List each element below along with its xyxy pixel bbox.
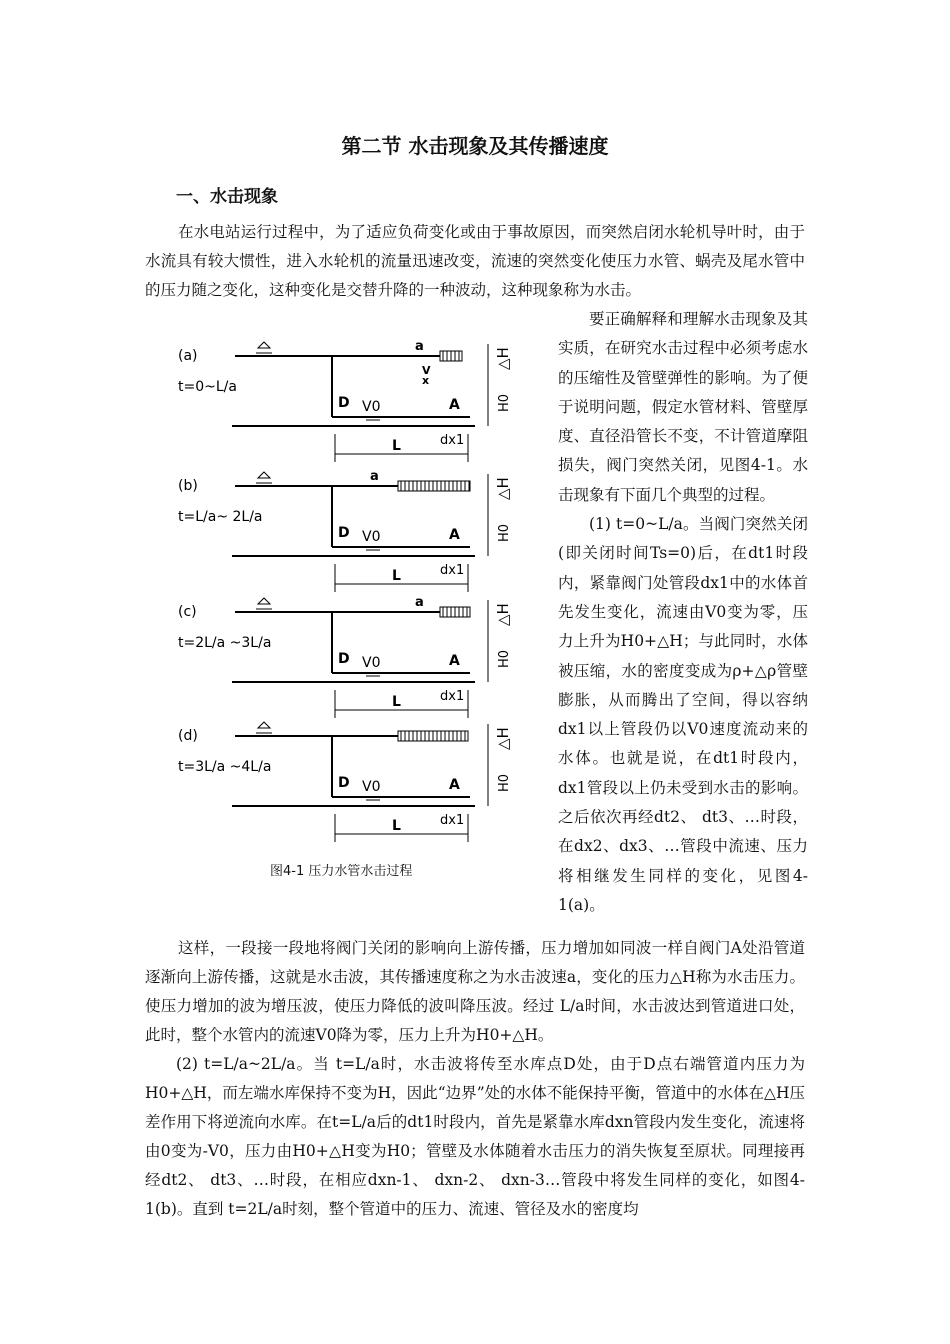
length-label: L — [392, 568, 401, 584]
point-a-label: A — [449, 527, 460, 543]
point-d-label: D — [338, 651, 350, 667]
dx1-label: dx1 — [440, 563, 465, 578]
water-level-icon — [258, 598, 270, 604]
figure-caption: 图4-1 压力水管水击过程 — [270, 864, 413, 879]
dh-label: △H — [494, 603, 512, 626]
dx1-label: dx1 — [440, 433, 465, 448]
paragraph-3: (2) t=L/a~2L/a。当 t=L/a时，水击波将传至水库点D处，由于D点右端管道内压力为 H0+△H，而左端水库保持不变为H，因此“边界”处的水体不能保持平衡，管道中的水体在△H压差作用下将逆流向水库。在t=L/a后的dt1时段内，首先是紧靠水库dxn管段内发生变化，流速将由0变为-V0，压力由H0+△H变为H0；管壁及水体随着水击压力的消失恢复至原状。同理接再经dt2、 dt3、…时段，在相应dxn-1、 dxn-2、 dxn-3…管段中将发生同样的变化，如图4-1(b)。直到 t=2L/a时刻，整个管道中的压力、流速、管径及水的密度均 — [145, 1055, 805, 1218]
point-a-label: A — [449, 653, 460, 669]
water-level-icon — [258, 342, 270, 348]
wave-speed-label: a — [415, 339, 424, 354]
paragraph-1: 在水电站运行过程中，为了适应负荷变化或由于事故原因，而突然启闭水轮机导叶时，由于水流具有较大惯性，进入水轮机的流量迅速改变，流速的突然变化使压力水管、蜗壳及尾水管中的压力随之变化，这种变化是交替升降的一种波动，这种现象称为水击。 — [145, 223, 805, 299]
point-d-label: D — [338, 525, 350, 541]
length-label: L — [392, 694, 401, 710]
v0-label: V0 — [362, 399, 381, 415]
panel-time: t=3L/a ~4L/a — [178, 759, 272, 775]
wave-speed-label: a — [370, 469, 379, 484]
figure-4-1 — [170, 330, 540, 890]
panel-time: t=2L/a ~3L/a — [178, 635, 272, 651]
h0-label: H0 — [497, 773, 512, 792]
dh-label: △H — [494, 727, 512, 750]
velocity-label: V — [422, 364, 431, 377]
side-column — [558, 305, 808, 920]
point-a-label: A — [449, 777, 460, 793]
dh-label: △H — [494, 347, 512, 370]
dx1-label: dx1 — [440, 689, 465, 704]
panel-label: (a) — [178, 348, 198, 364]
section-heading: 一、水击现象 — [176, 187, 278, 207]
panel-time: t=0~L/a — [178, 379, 237, 395]
panel-label: (c) — [178, 604, 197, 620]
point-a-label: A — [449, 397, 460, 413]
side-paragraph-1: 要正确解释和理解水击现象及其实质，在研究水击过程中必须考虑水的压缩性及管壁弹性的影响。为了便于说明问题，假定水管材料、管壁厚度、直径沿管长不变，不计管道摩阻损失，阀门突然关闭，见图4-1。水击现象有下面几个典型的过程。 — [558, 310, 808, 504]
point-d-label: D — [338, 775, 350, 791]
v0-label: V0 — [362, 655, 381, 671]
x-label: x — [422, 374, 430, 387]
water-level-icon — [258, 472, 270, 478]
v0-label: V0 — [362, 529, 381, 545]
length-label: L — [392, 438, 401, 454]
panel-label: (b) — [178, 478, 198, 494]
wave-speed-label: a — [415, 595, 424, 610]
water-level-icon — [258, 722, 270, 728]
dh-label: △H — [494, 477, 512, 500]
side-paragraph-2: (1) t=0~L/a。当阀门突然关闭(即关闭时间Ts=0)后，在dt1时段内，紧靠阀门处管段dx1中的水体首先发生变化，流速由V0变为零，压力上升为H0+△H；与此同时，水体被压缩，水的密度变成为ρ+△ρ管壁膨胀，从而腾出了空间，得以容纳dx1以上管段仍以V0速度流动来的水体。也就是说，在dt1时段内， dx1管段以上仍未受到水击的影响。之后依次再经dt2、 dt3、…时段，在dx2、dx3、…管段中流速、压力将相继发生同样的变化，见图4-1(a)。 — [558, 515, 808, 914]
page-title: 第二节 水击现象及其传播速度 — [341, 134, 609, 158]
h0-label: H0 — [497, 523, 512, 542]
h0-label: H0 — [497, 649, 512, 668]
length-label: L — [392, 818, 401, 834]
v0-label: V0 — [362, 779, 381, 795]
panel-label: (d) — [178, 728, 198, 744]
paragraph-2: 这样，一段接一段地将阀门关闭的影响向上游传播，压力增加如同波一样自阀门A处沿管道逐渐向上游传播，这就是水击波，其传播速度称之为水击波速a，变化的压力△H称为水击压力。使压力增加的波为增压波，使压力降低的波叫降压波。经过 L/a时间，水击波达到管道进口处，此时，整个水管内的流速V0降为零，压力上升为H0+△H。 — [145, 939, 805, 1044]
h0-label: H0 — [497, 393, 512, 412]
dx1-label: dx1 — [440, 813, 465, 828]
point-d-label: D — [338, 395, 350, 411]
panel-time: t=L/a~ 2L/a — [178, 509, 263, 525]
